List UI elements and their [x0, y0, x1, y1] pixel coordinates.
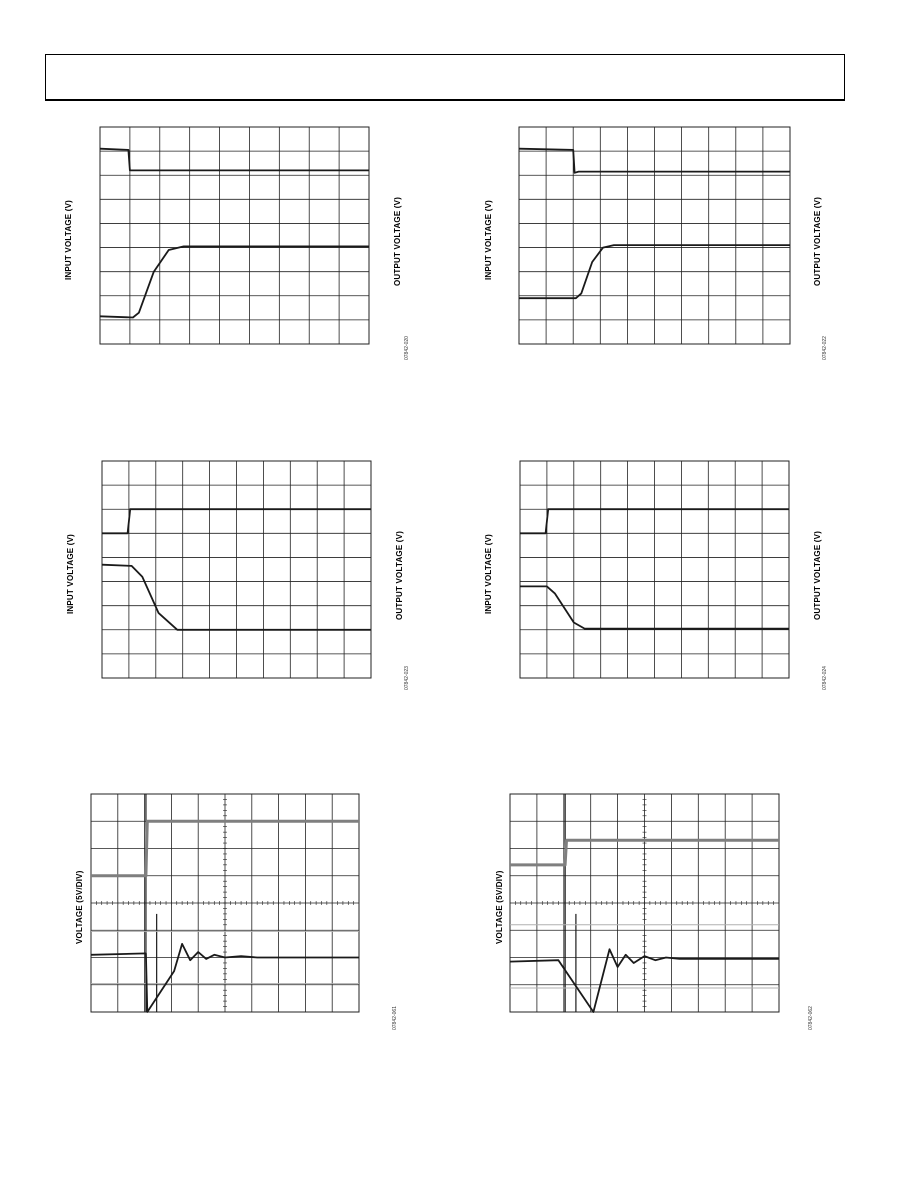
y-axis-label-right: OUTPUT VOLTAGE (V)	[813, 196, 822, 286]
figure-id: 07842-062	[808, 1006, 814, 1030]
figure-id: 07842-024	[822, 666, 828, 690]
y-axis-label-left: INPUT VOLTAGE (V)	[66, 534, 75, 614]
figure-id: 07842-061	[392, 1006, 398, 1030]
figure-id: 07842-022	[822, 336, 828, 360]
figure-id: 07842-023	[404, 666, 410, 690]
y-axis-label-left: INPUT VOLTAGE (V)	[484, 534, 493, 614]
y-axis-label-right: OUTPUT VOLTAGE (V)	[393, 196, 402, 286]
figure-id: 07842-020	[404, 336, 410, 360]
y-axis-label-left: INPUT VOLTAGE (V)	[64, 200, 73, 280]
y-axis-label-right: OUTPUT VOLTAGE (V)	[813, 530, 822, 620]
y-axis-label-left: VOLTAGE (5V/DIV)	[495, 870, 504, 944]
y-axis-label-right: OUTPUT VOLTAGE (V)	[395, 530, 404, 620]
y-axis-label-left: INPUT VOLTAGE (V)	[484, 200, 493, 280]
y-axis-label-left: VOLTAGE (5V/DIV)	[75, 870, 84, 944]
